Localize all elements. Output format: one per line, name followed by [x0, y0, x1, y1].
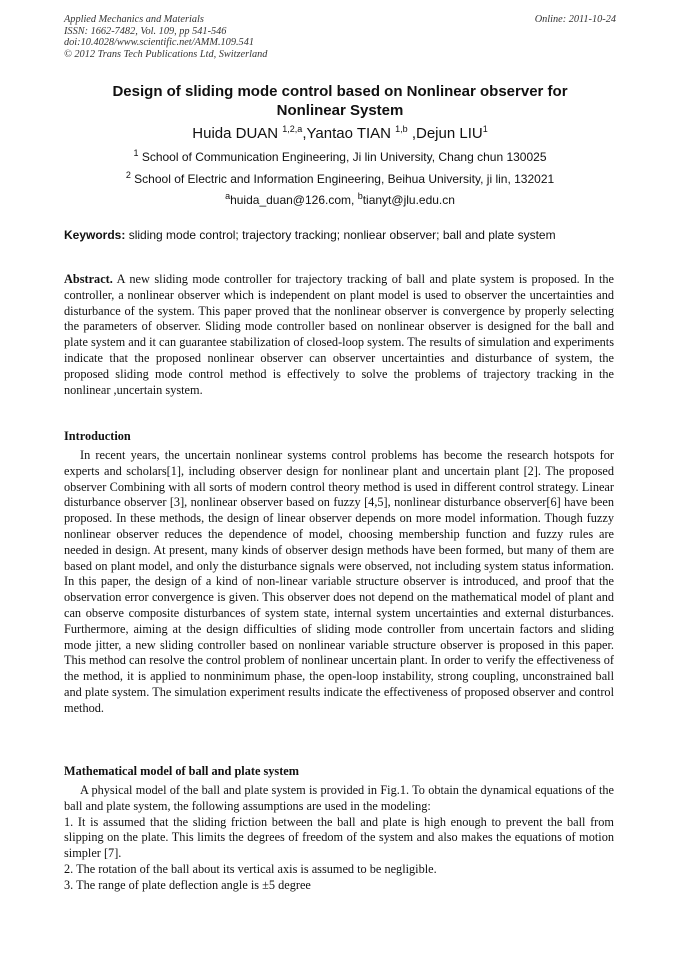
model-intro-paragraph: A physical model of the ball and plate system is provided in Fig.1. To obtain the dynamical equations of the ball and plate system, the following assumptions are used in the modeling:: [64, 783, 614, 813]
author-name: ,Dejun LIU: [407, 125, 483, 142]
email-address: tianyt@jlu.edu.cn: [362, 193, 455, 207]
assumption-item: 2. The rotation of the ball about its vertical axis is assumed to be negligible.: [64, 861, 437, 876]
affiliation-mark: 2: [125, 170, 131, 180]
introduction-body: [64, 448, 614, 717]
keywords-text: sliding mode control; trajectory tracking; nonliear observer; ball and plate system: [125, 228, 556, 242]
publication-header: [64, 14, 616, 60]
title-line-1: Design of sliding mode control based on Nonlinear observer for: [112, 83, 568, 100]
email-mark: a: [225, 191, 231, 201]
author-name: Huida DUAN: [192, 125, 283, 142]
affiliation-text: School of Electric and Information Engineering, Beihua University, ji lin, 132021: [130, 172, 555, 186]
email-mark: b: [357, 191, 363, 201]
doi-line: doi:10.4028/www.scientific.net/AMM.109.541: [64, 37, 254, 49]
assumption-item: 1. It is assumed that the sliding friction between the ball and plate is high enough to prevent the ball from slipping on the plate. This limits the degrees of freedom of the system and also makes the equations of motion simpler [7].: [64, 814, 614, 861]
affiliation-text: School of Communication Engineering, Ji lin University, Chang chun 130025: [138, 150, 547, 164]
author-affiliation-mark: 1,b: [395, 124, 408, 134]
abstract-text: A new sliding mode controller for trajectory tracking of ball and plate system is proposed. In the controller, a nonlinear observer which is independent on plant model is used to observer the uncertainties and disturbance of the system. This paper proved that the nonlinear observer is convergence by properly selecting the parameters of observer. Sliding mode controller based on nonlinear observer is designed for the ball and plate system and it can guarantee stabilization of closed-loop system. The results of simulation and experiments indicate that the proposed nonlinear observer can observer uncertainties and disturbance of system, the proposed sliding mode control method is effectively to solve the problems of trajectory tracking in the nonlinear ,uncertain system.: [64, 272, 614, 397]
title-line-2: Nonlinear System: [276, 102, 404, 119]
model-section-heading: Mathematical model of ball and plate system: [64, 764, 299, 778]
affiliation-mark: 1: [133, 148, 139, 158]
keywords: [64, 228, 624, 243]
issn-line: ISSN: 1662-7482, Vol. 109, pp 541-546: [64, 25, 227, 37]
author-list: [64, 124, 616, 143]
author-affiliation-mark: 1: [482, 124, 488, 134]
abstract: [64, 272, 614, 398]
model-section-body: [64, 783, 614, 894]
introduction-paragraph: In recent years, the uncertain nonlinear systems control problems has become the research hotspots for experts and scholars[1], including observer design for nonlinear plant and uncertain plant [2]. The proposed observer Combining with all sorts of modern control theory method is used in different control strategy. Linear disturbance observer [3], nonlinear observer based on fuzzy [4,5], nonlinear disturbance observer[6] have been proposed. In these methods, the design of linear observer depends on more model information. Though fuzzy nonlinear observer reduces the dependence of model, choosing membership function and fuzzy rules are needed in design. At present, many kinds of observer design methods have been formed, but many of them are based on plant model, and only the disturbance signals were observed, not including system status information. In this paper, the design of a kind of non-linear variable structure observer is introduced, and proof that the observation error convergence is given. This observer does not depend on the mathematical model of plant and can observe composite disturbances of system state, internal system uncertainties and external disturbances. Furthermore, aiming at the design difficulties of sliding mode controller from uncertain factors and sliding mode jitter, a new sliding controller based on nonlinear variable structure observer is proposed in this paper. This method can resolve the control problem of nonlinear uncertain plant. In order to verify the effectiveness of the method, it is applied to nonminimum phase, the open-loop instability, strong coupling, unconstrained ball and plate system. The simulation experiment results indicate the effectiveness of proposed observer and control method.: [64, 448, 614, 715]
copyright-line: © 2012 Trans Tech Publications Ltd, Switzerland: [64, 48, 268, 60]
affiliation-2: [64, 172, 616, 187]
keywords-label: Keywords:: [64, 228, 126, 242]
introduction-heading: Introduction: [64, 429, 131, 443]
online-date: Online: 2011-10-24: [534, 14, 616, 25]
author-name: ,Yantao TIAN: [302, 125, 396, 142]
author-emails: [64, 193, 616, 208]
author-affiliation-mark: 1,2,a: [282, 124, 303, 134]
abstract-label: Abstract.: [64, 272, 113, 286]
affiliation-1: [64, 150, 616, 165]
assumption-item: 3. The range of plate deflection angle is ±5 degree: [64, 877, 311, 892]
journal-name: Applied Mechanics and Materials: [64, 14, 204, 25]
paper-title: [64, 82, 616, 120]
email-address: huida_duan@126.com,: [230, 193, 358, 207]
